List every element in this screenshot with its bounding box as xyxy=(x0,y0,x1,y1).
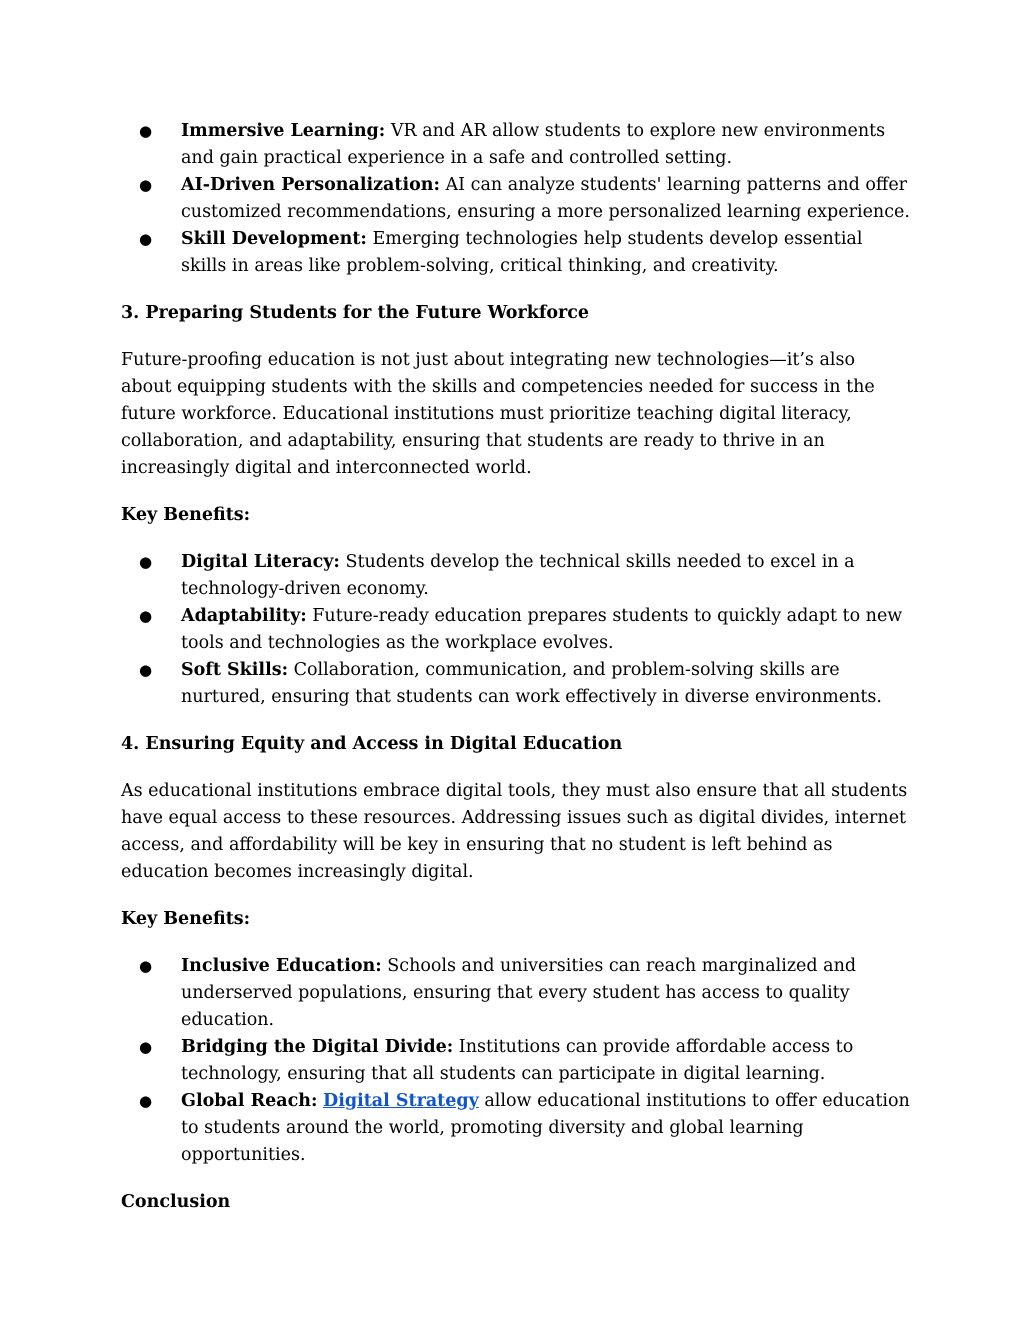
list-item-text: Students develop the technical skills needed to excel in a technology-driven economy. xyxy=(181,552,855,599)
list-item-title: Bridging the Digital Divide: xyxy=(181,1037,454,1057)
section-heading-future-workforce: 3. Preparing Students for the Future Workforce xyxy=(121,303,590,323)
list-item xyxy=(139,657,911,711)
list-item-text: Schools and universities can reach marginalized and underserved populations, ensuring that every student has access to quality education. xyxy=(181,956,857,1030)
list-item-title: AI-Driven Personalization: xyxy=(181,175,440,195)
list-item-title: Digital Literacy: xyxy=(181,552,340,572)
bullet-list-workforce-benefits xyxy=(121,549,911,711)
list-item-title: Soft Skills: xyxy=(181,660,289,680)
bullet-icon: ● xyxy=(139,553,153,571)
list-item xyxy=(139,1034,911,1088)
list-item xyxy=(139,118,911,172)
conclusion-heading: Conclusion xyxy=(121,1192,231,1212)
section-heading-equity-access: 4. Ensuring Equity and Access in Digital Education xyxy=(121,734,623,754)
document-page xyxy=(121,118,911,1236)
bullet-icon: ● xyxy=(139,230,153,248)
list-item-title: Adaptability: xyxy=(181,606,307,626)
list-item xyxy=(139,1088,911,1169)
section-paragraph-equity-access: As educational institutions embrace digital tools, they must also ensure that all students have equal access to these resources. Addressing issues such as digital divides, internet access, and affordability will be key in ensuring that no student is left behind as education becomes increasingly digital. xyxy=(121,781,908,882)
bullet-icon: ● xyxy=(139,661,153,679)
list-item-title: Global Reach: xyxy=(181,1091,318,1111)
list-item-text: Emerging technologies help students develop essential skills in areas like problem-solving, critical thinking, and creativity. xyxy=(181,229,863,276)
list-item-title: Inclusive Education: xyxy=(181,956,382,976)
list-item-text: VR and AR allow students to explore new environments and gain practical experience in a safe and controlled setting. xyxy=(181,121,886,168)
key-benefits-label: Key Benefits: xyxy=(121,909,251,929)
list-item-title: Immersive Learning: xyxy=(181,121,386,141)
list-item-text: Future-ready education prepares students to quickly adapt to new tools and technologies as the workplace evolves. xyxy=(181,606,903,653)
list-item-text: Collaboration, communication, and problem-solving skills are nurtured, ensuring that students can work effectively in diverse environments. xyxy=(181,660,882,707)
list-item xyxy=(139,226,911,280)
list-item-text: AI can analyze students' learning patterns and offer customized recommendations, ensuring a more personalized learning experience. xyxy=(181,175,910,222)
list-item-text: Institutions can provide affordable access to technology, ensuring that all students can participate in digital learning. xyxy=(181,1037,854,1084)
section-paragraph-future-workforce: Future-proofing education is not just about integrating new technologies—it’s also about equipping students with the skills and competencies needed for success in the future workforce. Educational institutions must prioritize teaching digital literacy, collaboration, and adaptability, ensuring that students are ready to thrive in an increasingly digital and interconnected world. xyxy=(121,350,875,478)
bullet-icon: ● xyxy=(139,1092,153,1110)
bullet-icon: ● xyxy=(139,122,153,140)
bullet-icon: ● xyxy=(139,607,153,625)
bullet-icon: ● xyxy=(139,957,153,975)
digital-strategy-link[interactable]: Digital Strategy xyxy=(323,1091,479,1111)
key-benefits-label: Key Benefits: xyxy=(121,505,251,525)
list-item xyxy=(139,549,911,603)
bullet-icon: ● xyxy=(139,1038,153,1056)
bullet-list-equity-benefits xyxy=(121,953,911,1169)
list-item-title: Skill Development: xyxy=(181,229,367,249)
bullet-icon: ● xyxy=(139,176,153,194)
list-item-text: allow educational institutions to offer education to students around the world, promoting diversity and global learning opportunities. xyxy=(181,1091,910,1165)
list-item xyxy=(139,172,911,226)
bullet-list-technologies xyxy=(121,118,911,280)
list-item xyxy=(139,953,911,1034)
list-item xyxy=(139,603,911,657)
